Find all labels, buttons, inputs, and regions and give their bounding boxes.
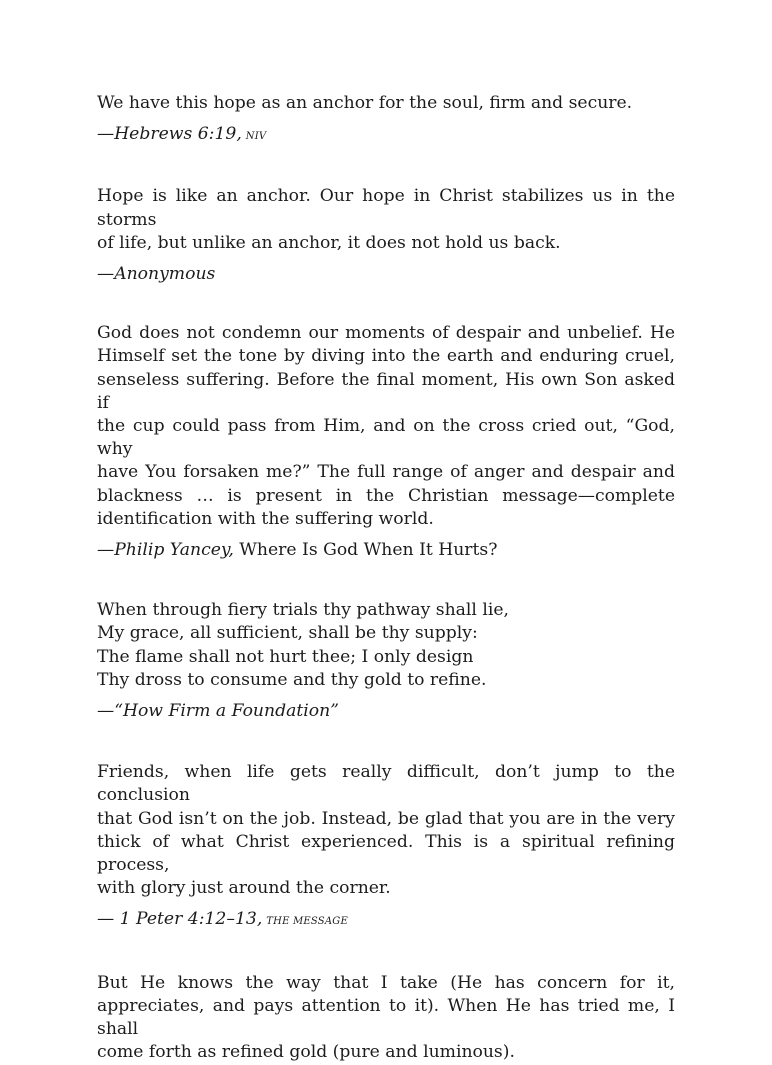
bible-version: THE MESSAGE	[266, 916, 348, 928]
quote-line: We have this hope as an anchor for the soul, firm and secure.	[97, 93, 633, 113]
quote-line: Himself set the tone by diving into the earth and enduring cruel,	[97, 346, 675, 367]
attribution-work-title: Where Is God When It Hurts?	[239, 540, 498, 561]
quote-line: of life, but unlike an anchor, it does not hold us back.	[97, 232, 561, 253]
attribution-source: — 1 Peter 4:12–13,	[97, 909, 263, 930]
attribution-source: —Hebrews 6:19,	[97, 124, 242, 145]
quote-line: Friends, when life gets really difficult, don’t jump to the conclusion	[97, 762, 675, 806]
quote-attribution	[97, 908, 675, 933]
quote-text	[97, 322, 675, 531]
quote-attribution	[97, 123, 675, 148]
quote-line: come forth as refined gold (pure and luminous).	[97, 1042, 515, 1063]
quote-line: blackness … is present in the Christian message—complete	[97, 485, 675, 506]
quote-yancey	[97, 322, 675, 562]
quote-line: When through fiery trials thy pathway shall lie,	[97, 600, 509, 621]
quote-line: But He knows the way that I take (He has concern for it,	[97, 972, 675, 993]
quote-attribution	[97, 263, 675, 286]
bible-version: NIV	[245, 131, 267, 143]
quote-line: with glory just around the corner.	[97, 878, 391, 899]
quote-text	[97, 972, 675, 1065]
quote-hebrews	[97, 92, 675, 148]
quote-line: Hope is like an anchor. Our hope in Christ stabilizes us in the storms	[97, 186, 675, 230]
quote-line: identification with the suffering world.	[97, 508, 434, 529]
document-page	[97, 92, 675, 1065]
quote-text	[97, 599, 675, 692]
quote-line: The flame shall not hurt thee; I only design	[97, 646, 474, 667]
quote-line: the cup could pass from Him, and on the cross cried out, “God, why	[97, 416, 675, 460]
quote-text	[97, 761, 675, 900]
quote-job	[97, 972, 675, 1065]
quote-peter	[97, 761, 675, 933]
attribution-source: —Philip Yancey,	[97, 540, 234, 561]
quote-line: thick of what Christ experienced. This is a spiritual refining process,	[97, 831, 675, 876]
quote-text	[97, 185, 675, 255]
quote-line: God does not condemn our moments of despair and unbelief. He	[97, 323, 675, 344]
quote-hymn	[97, 599, 675, 723]
quote-line: senseless suffering. Before the final moment, His own Son asked if	[97, 369, 675, 413]
attribution-source: —Anonymous	[97, 264, 216, 285]
quote-line: My grace, all sufficient, shall be thy supply:	[97, 623, 478, 644]
quote-line: that God isn’t on the job. Instead, be glad that you are in the very	[97, 808, 675, 829]
quote-anonymous	[97, 185, 675, 286]
quote-line: Thy dross to consume and thy gold to refine.	[97, 669, 487, 690]
quote-text	[97, 92, 675, 115]
quote-attribution	[97, 539, 675, 562]
quote-attribution	[97, 700, 675, 723]
quote-line: have You forsaken me?” The full range of anger and despair and	[97, 462, 675, 483]
attribution-source: —“How Firm a Foundation”	[97, 701, 339, 722]
quote-line: appreciates, and pays attention to it). When He has tried me, I shall	[97, 995, 675, 1040]
